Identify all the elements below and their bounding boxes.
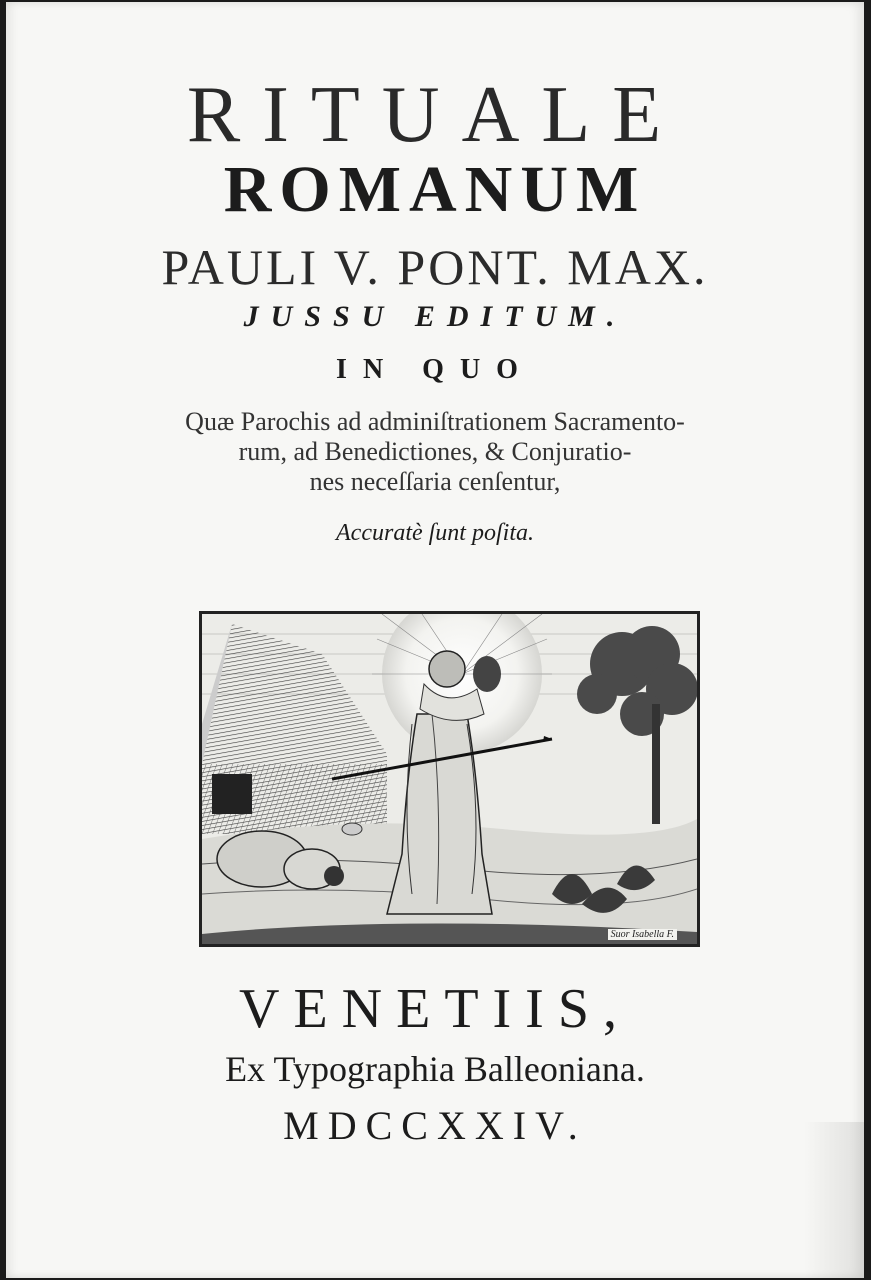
title-in-quo: IN QUO [336, 354, 534, 385]
page-stain [804, 1122, 864, 1278]
engraver-signature: Suor Isabella F. [608, 929, 677, 940]
description-line-3: nes neceſſaria cenſentur, [309, 467, 561, 496]
title-romanum: ROMANUM [223, 153, 647, 226]
year-roman: MDCCXXIV. [283, 1103, 587, 1148]
title-pope: PAULI V. PONT. MAX. [161, 239, 709, 295]
description-line-1: Quæ Parochis ad adminiſtrationem Sacramento- [185, 407, 685, 436]
place-venetiis: VENETIIS, [239, 978, 631, 1040]
printer-line: Ex Typographia Balleoniana. [225, 1049, 645, 1089]
accurate-posita: Accuratè ſunt poſita. [336, 520, 534, 546]
description-line-2: rum, ad Benedictiones, & Conjuratio- [238, 437, 632, 466]
engraving-image [202, 614, 697, 944]
description-paragraph [6, 407, 864, 497]
title-jussu-editum: JUSSU EDITUM. [243, 300, 627, 333]
good-shepherd-engraving [199, 611, 700, 947]
title-rituale: RITUALE [186, 71, 684, 159]
title-page [6, 2, 864, 1278]
